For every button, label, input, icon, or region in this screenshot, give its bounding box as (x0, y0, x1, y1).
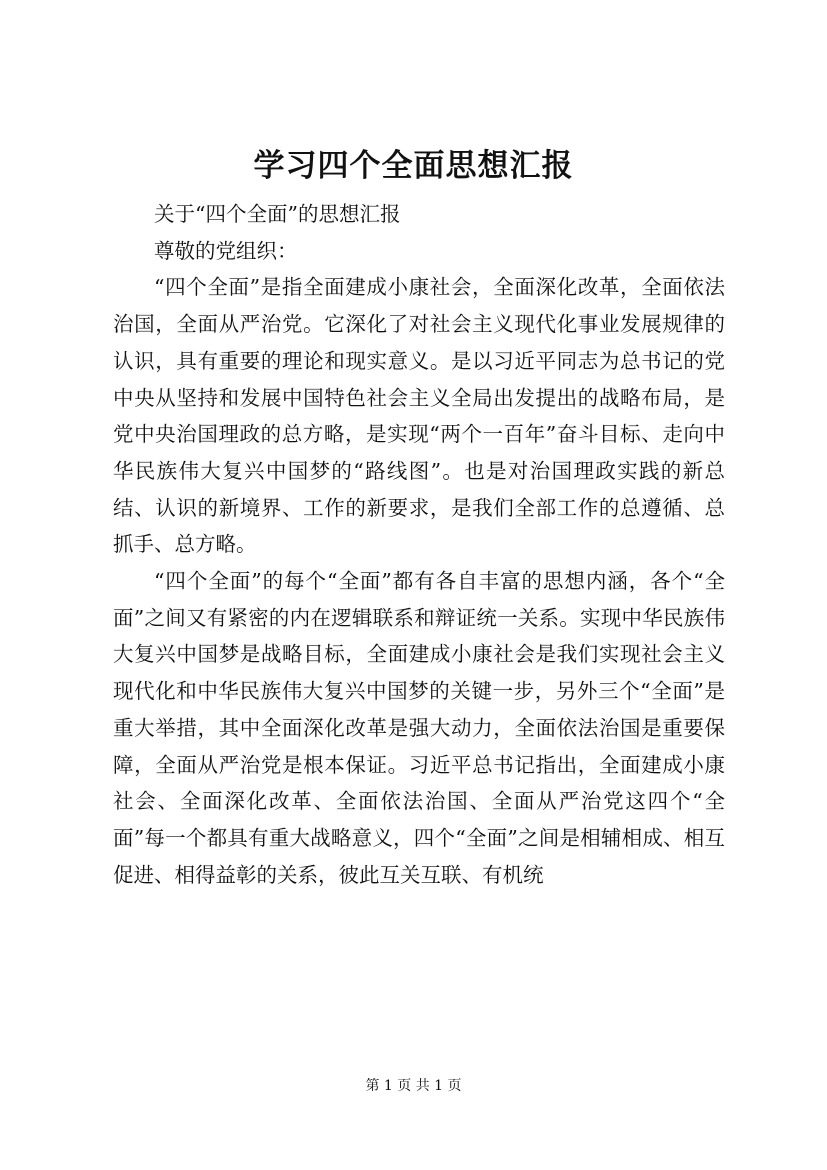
document-title: 学习四个全面思想汇报 (253, 148, 574, 184)
salutation-paragraph: 尊敬的党组织： (154, 238, 298, 263)
body-paragraph: “四个全面”是指全面建成小康社会，全面深化改革，全面依法治国，全面从严治党。它深化了对社会主义现代化事业发展规律的认识，具有重要的理论和现实意义。是以习近平同志为总书记的党中央从坚持和发展中国特色社会主义全局出发提出的战略布局，是党中央治国理政的总方略，是实现“两个一百年”奋斗目标、走向中华民族伟大复兴中国梦的“路线图”。也是对治国理政实践的新总结、认识的新境界、工作的新要求，是我们全部工作的总遵循、总抓手、总方略。 (113, 275, 725, 557)
body-paragraph: “四个全面”的每个“全面”都有各自丰富的思想内涵，各个“全面”之间又有紧密的内在逻辑联系和辩证统一关系。实现中华民族伟大复兴中国梦是战略目标，全面建成小康社会是我们实现社会主义现代化和中华民族伟大复兴中国梦的关键一步，另外三个“全面”是重大举措，其中全面深化改革是强大动力，全面依法治国是重要保障，全面从严治党是根本保证。习近平总书记指出，全面建成小康社会、全面深化改革、全面依法治国、全面从严治党这四个“全面”每一个都具有重大战略意义，四个“全面”之间是相辅相成、相互促进、相得益彰的关系，彼此互关互联、有机统 (113, 569, 725, 887)
page-number-footer: 第 1 页 共 1 页 (365, 1078, 462, 1094)
subtitle-paragraph: 关于“四个全面”的思想汇报 (154, 202, 401, 226)
document-body (113, 196, 725, 893)
